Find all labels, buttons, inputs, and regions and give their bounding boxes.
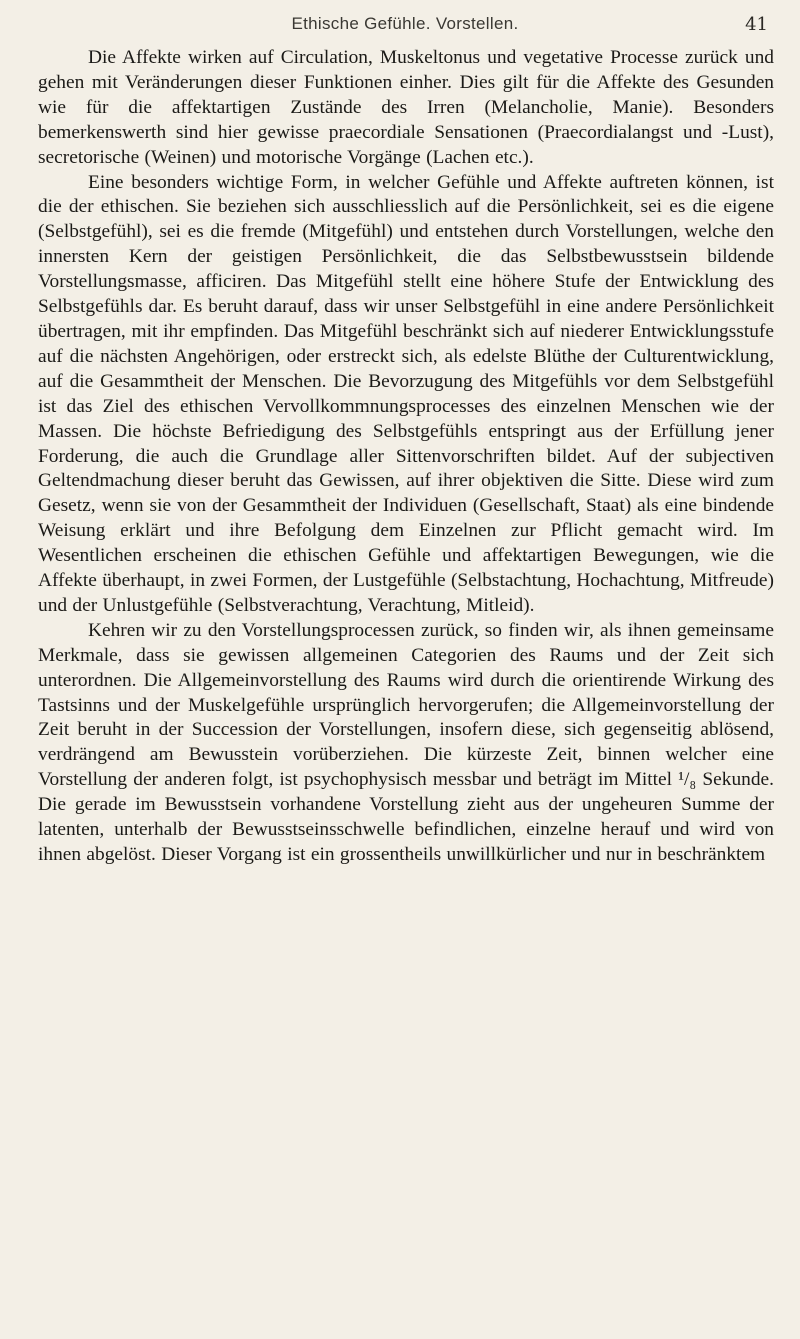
running-header [40,10,770,42]
paragraph-ethische-gefuehle: Eine besonders wichtige Form, in welcher Gefühle und Affekte auftreten können, ist die der ethischen. Sie beziehen sich ausschliesslich auf die Persönlichkeit, sei es die eigene (Selbstgefühl), sei es die fremde (Mitgefühl) und entstehen durch Vorstellungen, welche den innersten Kern der geistigen Persönlichkeit, die das Selbstbewusstsein bildende Vorstellungsmasse, afficiren. Das Mitgefühl stellt eine höhere Stufe der Entwicklung des Selbstgefühls dar. Es beruht darauf, dass wir unser Selbstgefühl in eine andere Persönlichkeit übertragen, mit ihr empfinden. Das Mitgefühl beschränkt sich auf niederer Entwicklungsstufe auf die nächsten Angehörigen, oder erstreckt sich, als edelste Blüthe der Culturentwicklung, auf die Gesammtheit der Menschen. Die Bevorzugung des Mitgefühls vor dem Selbstgefühl ist das Ziel des ethischen Vervollkommnungsprocesses des einzelnen Menschen wie der Massen. Die höchste Befriedigung des Selbstgefühls entspringt aus der Erfüllung jener Forderung, die auch die Grundlage aller Sittenvorschriften bildet. Auf der subjectiven Geltendmachung dieser beruht das Gewissen, auf ihrer objektiven die Sitte. Diese wird zum Gesetz, wenn sie von der Gesammtheit der Individuen (Gesellschaft, Staat) als eine bindende Weisung erklärt und ihre Befolgung dem Einzelnen zur Pflicht gemacht wird. Im Wesentlichen erscheinen die ethischen Gefühle und affektartigen Bewegungen, wie die Affekte überhaupt, in zwei Formen, der Lustgefühle (Selbstachtung, Hochachtung, Mitfreude) und der Unlustgefühle (Selbstverachtung, Verachtung, Mitleid). [38,171,774,616]
running-title: Ethische Gefühle. Vorstellen. [291,14,519,33]
page-number: 41 [745,14,768,35]
paragraph-vorstellungsprocesse: Kehren wir zu den Vorstellungsprocessen zurück, so finden wir, als ihnen gemeinsame Merkmale, dass sie gewissen allgemeinen Categorien des Raums und der Zeit sich unterordnen. Die Allgemeinvorstellung des Raums wird durch die orientirende Wirkung des Tastsinns und der Muskelgefühle ursprünglich hervorgerufen; die Allgemeinvorstellung der Zeit beruht in der Succession der Vorstellungen, insofern diese, sich gegenseitig ablösend, verdrängend am Bewusstein vorüberziehen. Die kürzeste Zeit, binnen welcher eine Vorstellung der anderen folgt, ist psychophysisch messbar und beträgt im Mittel ¹/₈ Sekunde. Die gerade im Bewusstsein vorhandene Vorstellung zieht aus der ungeheuren Summe der latenten, unterhalb der Bewusstseinsschwelle befindlichen, einzelne herauf und wird von ihnen abgelöst. Dieser Vorgang ist ein grossentheils unwillkürlicher und nur in beschränktem [38,619,774,865]
paragraph-affekte: Die Affekte wirken auf Circulation, Muskeltonus und vegetative Processe zurück und gehen mit Veränderungen dieser Funktionen einher. Dies gilt für die Affekte des Gesunden wie für die affektartigen Zustände des Irren (Melancholie, Manie). Besonders bemerkenswerth sind hier gewisse praecordiale Sensationen (Praecordialangst und -Lust), secretorische (Weinen) und motorische Vorgänge (Lachen etc.). [38,47,774,168]
body-text [38,46,774,868]
